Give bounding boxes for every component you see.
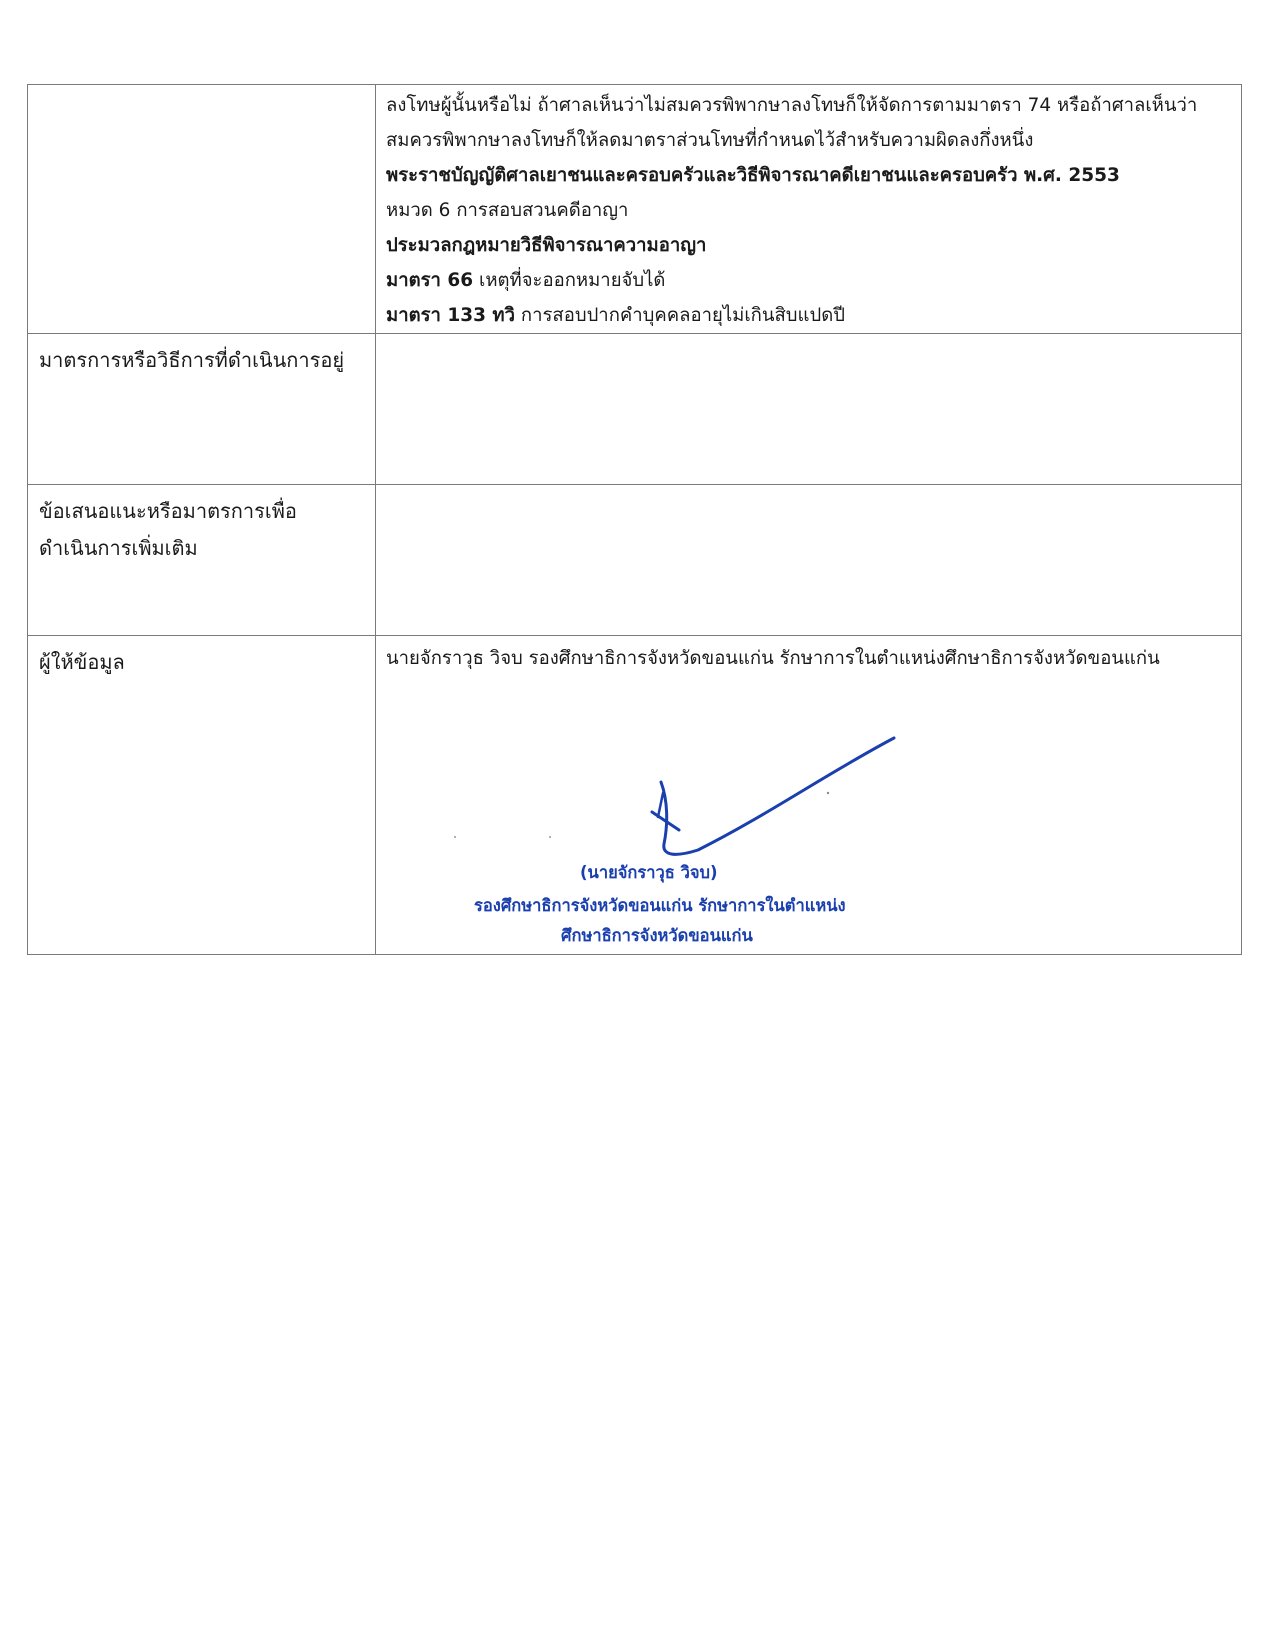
table-row-recommendations [28,485,1242,636]
informant-label-cell [28,636,376,955]
informant-info: นายจักราวุธ วิจบ รองศึกษาธิการจังหวัดขอนแก่น รักษาการในตำแหน่งศึกษาธิการจังหวัดขอนแก่น [386,648,1160,669]
text-line: สมควรพิพากษาลงโทษก็ให้ลดมาตราส่วนโทษที่กำหนดไว้สำหรับความผิดลงกึ่งหนึ่ง [386,130,1034,151]
recommendations-label: ข้อเสนอแนะหรือมาตรการเพื่อ ดำเนินการเพิ่มเติม [39,499,297,560]
current-measures-label-cell [28,334,376,485]
act-title-line: พระราชบัญญัติศาลเยาชนและครอบครัวและวิธีพิจารณาคดีเยาชนและครอบครัว พ.ศ. 2553 [386,165,1120,186]
informant-content-cell [376,636,1242,955]
signature-position-line2: ศึกษาธิการจังหวัดขอนแก่น [561,926,753,945]
legal-basis-label-cell [28,85,376,334]
section-66-line: มาตรา 66 เหตุที่จะออกหมายจับได้ [386,270,666,291]
section-133-line: มาตรา 133 ทวิ การสอบปากคำบุคคลอายุไม่เกินสิบแปดปี [386,305,845,326]
legal-basis-label [28,85,375,93]
signature-position-line1: รองศึกษาธิการจังหวัดขอนแก่น รักษาการในตำแหน่ง [474,896,846,915]
code-title-line: ประมวลกฎหมายวิธีพิจารณาความอาญา [386,235,707,256]
signature-block [376,676,1241,946]
legal-basis-content-cell [376,85,1242,334]
table-row-legal-basis [28,85,1242,334]
recommendations-label-cell [28,485,376,636]
signature-name: (นายจักราวุธ วิจบ) [580,863,718,882]
information-table [27,84,1242,955]
informant-label: ผู้ให้ข้อมูล [39,650,125,674]
text-line: หมวด 6 การสอบสวนคดีอาญา [386,200,629,221]
current-measures-content-cell [376,334,1242,485]
legal-basis-text [376,85,1241,333]
recommendations-content-cell [376,485,1242,636]
text-line: ลงโทษผู้นั้นหรือไม่ ถ้าศาลเห็นว่าไม่สมควรพิพากษาลงโทษก็ให้จัดการตามมาตรา 74 หรือถ้าศาลเห็นว่า [386,95,1198,116]
table-row-informant [28,636,1242,955]
current-measures-label: มาตรการหรือวิธีการที่ดำเนินการอยู่ [39,348,345,372]
table-row-current-measures [28,334,1242,485]
